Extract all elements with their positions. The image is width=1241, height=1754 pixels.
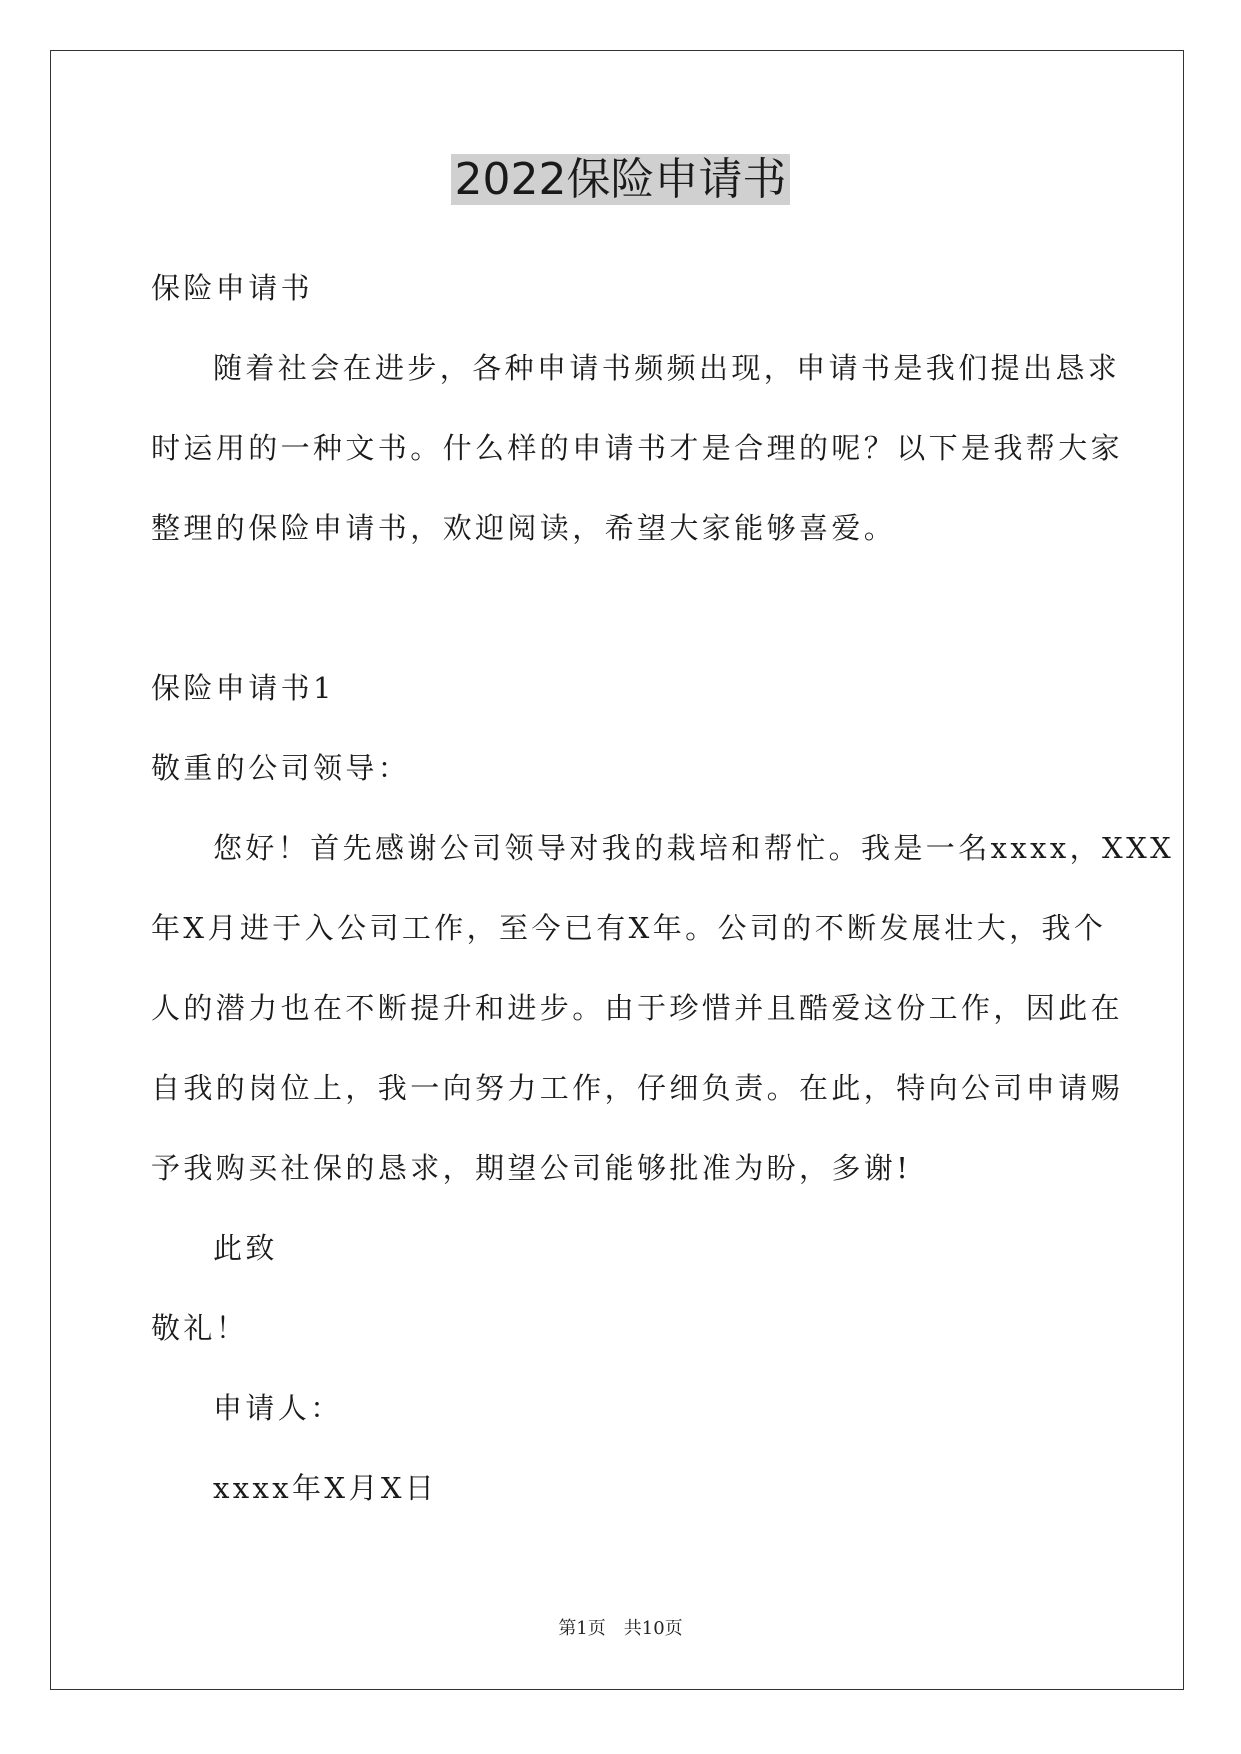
salutation: 敬重的公司领导： <box>151 751 411 785</box>
letter-body-line: 人的潜力也在不断提升和进步。由于珍惜并且酷爱这份工作，因此在 <box>151 991 1124 1025</box>
closing-salute: 敬礼！ <box>151 1311 249 1345</box>
date-line: xxxx年X月X日 <box>213 1471 438 1505</box>
closing-phrase: 此致 <box>213 1231 278 1265</box>
section-heading: 保险申请书 <box>151 271 314 305</box>
applicant-label: 申请人： <box>213 1391 343 1425</box>
letter-body-line: 自我的岗位上，我一向努力工作，仔细负责。在此，特向公司申请赐 <box>151 1071 1124 1105</box>
letter-heading: 保险申请书1 <box>151 671 335 705</box>
letter-body-line: 您好！首先感谢公司领导对我的栽培和帮忙。我是一名xxxx，XXX <box>213 831 1175 865</box>
page-footer: 第1页 共10页 <box>558 1618 683 1639</box>
letter-body-line: 年X月进于入公司工作，至今已有X年。公司的不断发展壮大，我个 <box>151 911 1107 945</box>
intro-paragraph-line: 时运用的一种文书。什么样的申请书才是合理的呢？以下是我帮大家 <box>151 431 1124 465</box>
document-title <box>0 150 1241 210</box>
intro-paragraph-line: 整理的保险申请书，欢迎阅读，希望大家能够喜爱。 <box>151 511 897 545</box>
document-title-text: 2022保险申请书 <box>451 154 791 205</box>
letter-body-line: 予我购买社保的恳求，期望公司能够批准为盼，多谢! <box>151 1151 912 1185</box>
intro-paragraph-line: 随着社会在进步，各种申请书频频出现，申请书是我们提出恳求 <box>213 351 1121 385</box>
